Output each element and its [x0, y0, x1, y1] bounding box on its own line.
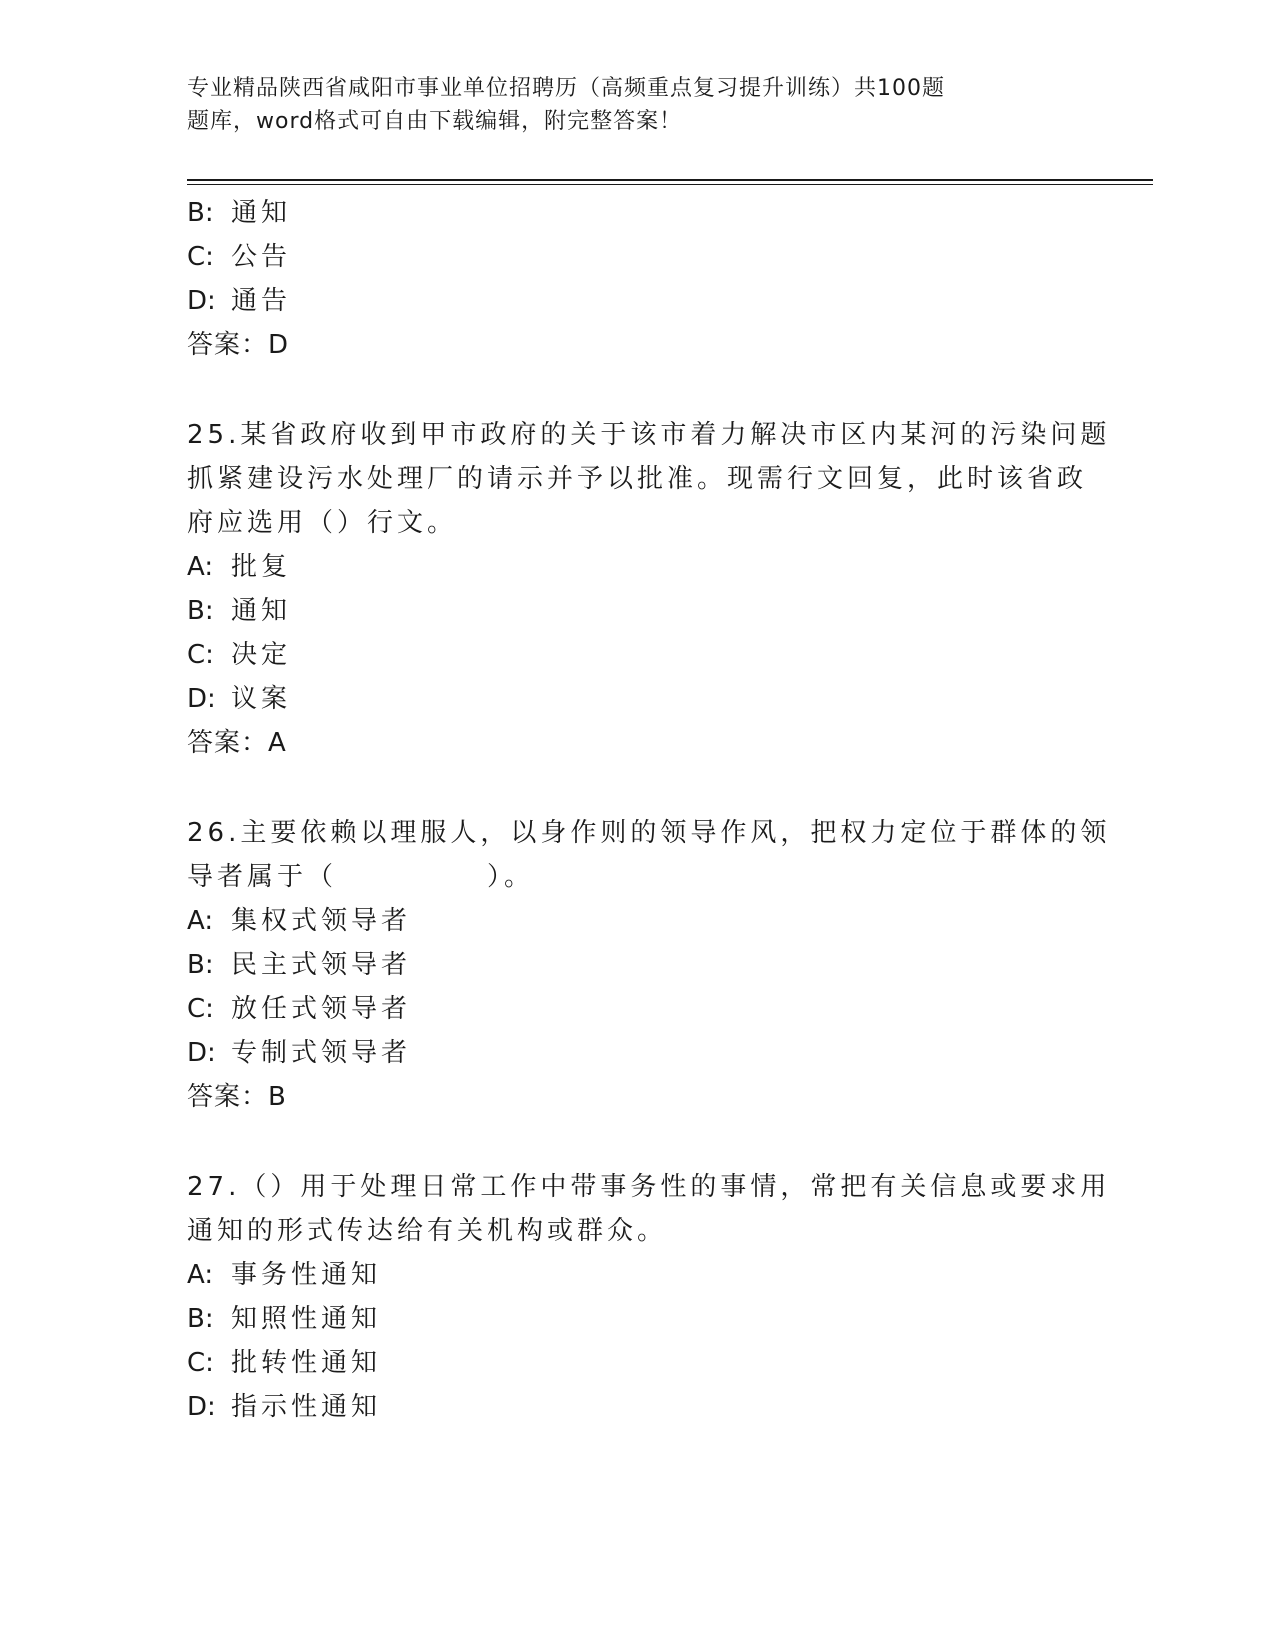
- header-rule-thin: [187, 184, 1153, 185]
- option-c: C: 决定: [187, 640, 292, 670]
- option-a: A: 集权式领导者: [187, 906, 412, 936]
- question-27-line-1: 27.（）用于处理日常工作中带事务性的事情，常把有关信息或要求用: [187, 1172, 1111, 1202]
- header-line-2: 题库，word格式可自由下载编辑，附完整答案！: [187, 109, 683, 134]
- option-c: C: 放任式领导者: [187, 994, 412, 1024]
- option-b: B: 通知: [187, 198, 292, 228]
- question-25-line-2: 抓紧建设污水处理厂的请示并予以批准。现需行文回复，此时该省政: [187, 464, 1088, 494]
- option-d: D: 通告: [187, 286, 292, 316]
- document-header: [187, 72, 1027, 138]
- header-rule-thick: [187, 179, 1153, 181]
- answer: 答案：D: [187, 330, 290, 360]
- option-c: C: 批转性通知: [187, 1348, 382, 1378]
- question-25-line-1: 25.某省政府收到甲市政府的关于该市着力解决市区内某河的污染问题: [187, 420, 1111, 450]
- option-b: B: 民主式领导者: [187, 950, 412, 980]
- option-d: D: 议案: [187, 684, 292, 714]
- option-a: A: 事务性通知: [187, 1260, 382, 1290]
- header-line-1: 专业精品陕西省咸阳市事业单位招聘历（高频重点复习提升训练）共100题: [187, 76, 945, 101]
- option-b: B: 通知: [187, 596, 292, 626]
- option-d: D: 指示性通知: [187, 1392, 382, 1422]
- answer: 答案：A: [187, 728, 287, 758]
- option-d: D: 专制式领导者: [187, 1038, 412, 1068]
- question-25-line-3: 府应选用（）行文。: [187, 508, 458, 538]
- question-26-line-2: 导者属于（ ）。: [187, 862, 535, 892]
- option-b: B: 知照性通知: [187, 1304, 382, 1334]
- option-a: A: 批复: [187, 552, 292, 582]
- option-c: C: 公告: [187, 242, 292, 272]
- answer: 答案：B: [187, 1082, 287, 1112]
- question-27-line-2: 通知的形式传达给有关机构或群众。: [187, 1216, 668, 1246]
- question-26-line-1: 26.主要依赖以理服人，以身作则的领导作风，把权力定位于群体的领: [187, 818, 1111, 848]
